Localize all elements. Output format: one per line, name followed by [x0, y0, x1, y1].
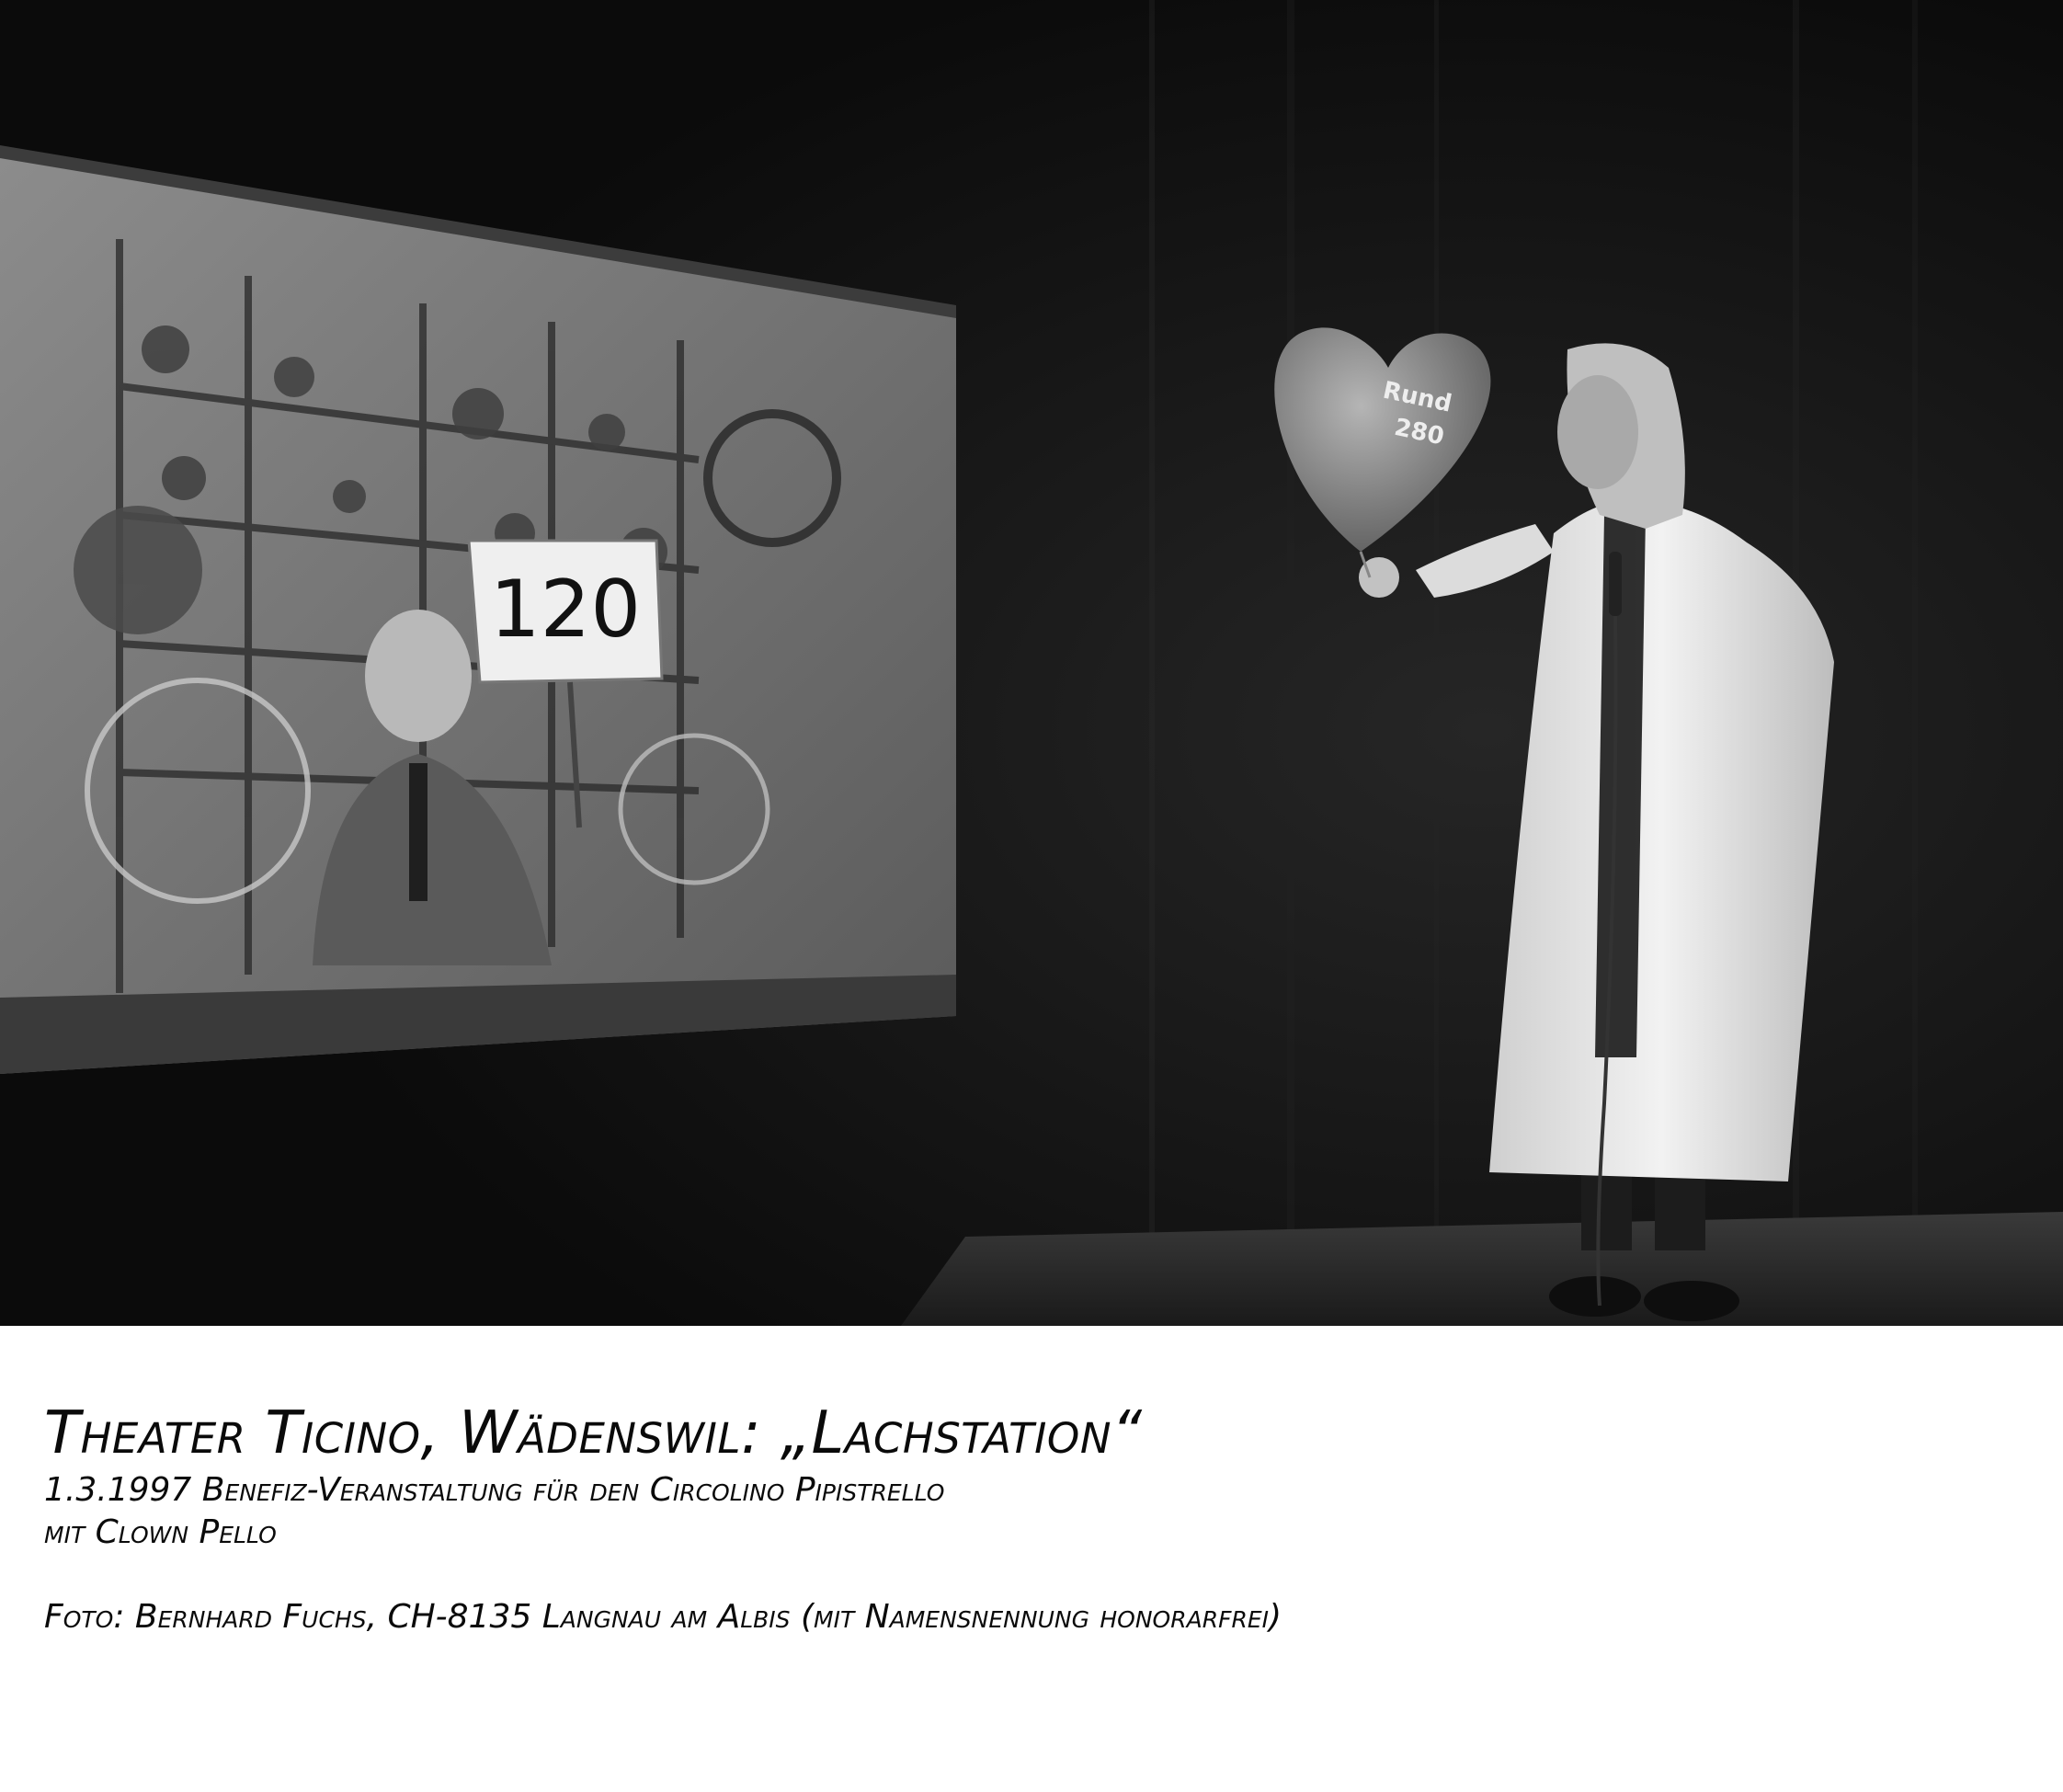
- balloon-label-line2: 280: [1391, 413, 1447, 451]
- photo-caption: [44, 1398, 2021, 1638]
- right-shoe: [1644, 1281, 1739, 1321]
- balloon-label-line1: Rund: [1380, 376, 1454, 418]
- caption-title: Theater Ticino, Wädenswil: „Lachstation“: [44, 1399, 1143, 1467]
- face: [1557, 375, 1638, 489]
- left-shoe: [1549, 1276, 1641, 1317]
- caption-performer: mit Clown Pello: [44, 1513, 277, 1551]
- projection-screen: [0, 145, 956, 1074]
- caption-date-event: 1.3.1997 Benefiz-Veranstaltung für den Circolino Pipistrello: [44, 1471, 945, 1509]
- microphone-icon: [1609, 552, 1622, 616]
- photo-credit: Foto: Bernhard Fuchs, CH-8135 Langnau am Albis (mit Namensnennung honorarfrei): [44, 1598, 1282, 1636]
- sign-number: 120: [489, 564, 642, 656]
